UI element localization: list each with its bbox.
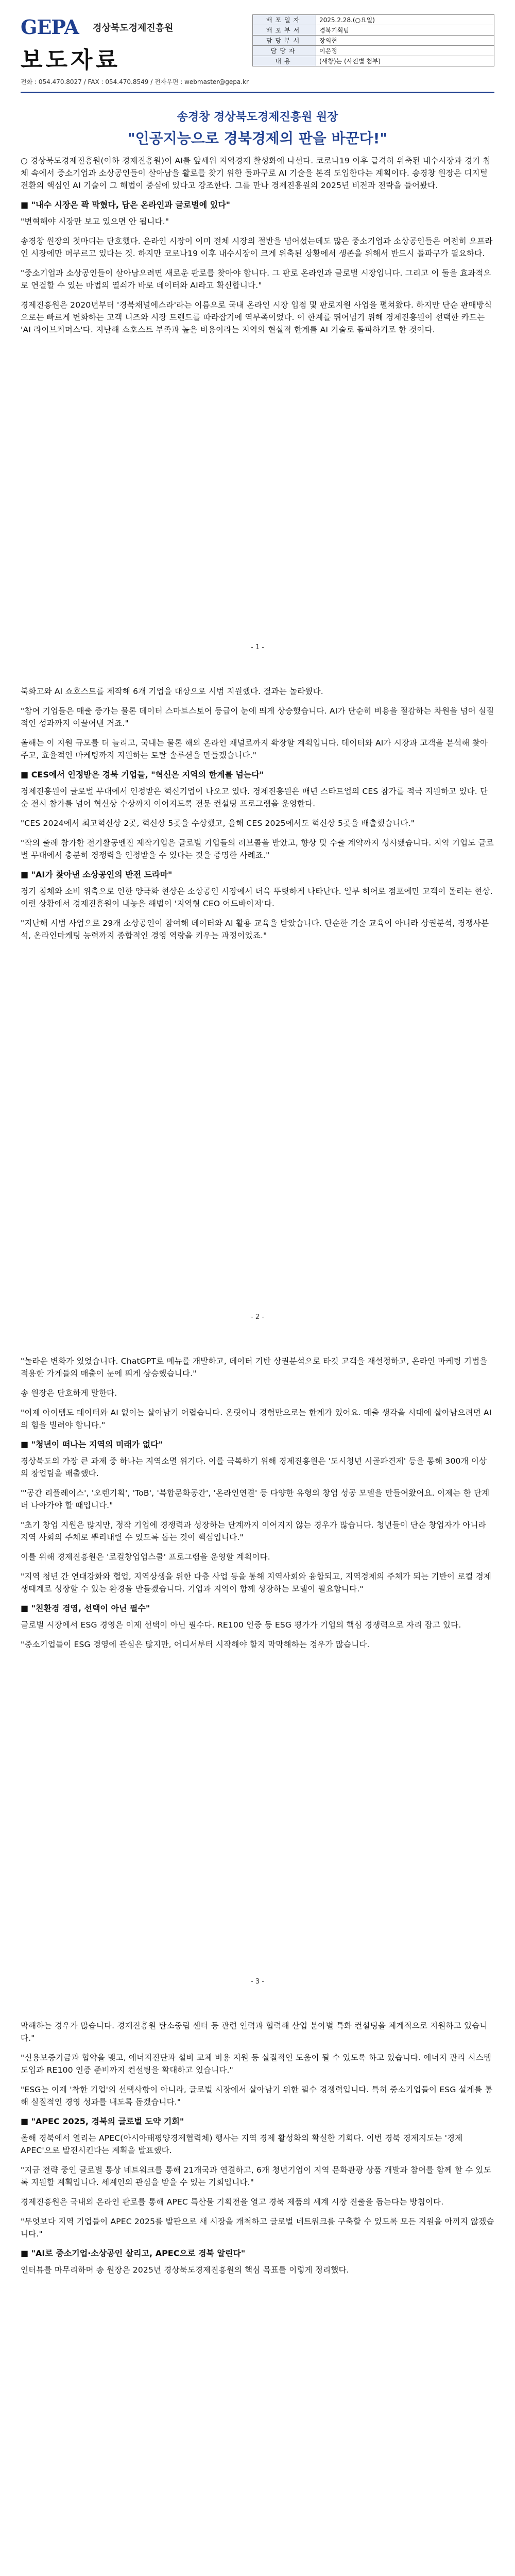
page-body (21, 2020, 494, 2283)
body-paragraph: "이제 아이템도 데이터와 AI 없이는 살아남기 어렵습니다. 온릿이나 경험만으로는 한계가 있어요. 매출 생각을 시대에 살아남으려면 AI의 힘을 빌려야 합니다." (21, 1408, 492, 1430)
page-4 (0, 1999, 515, 2576)
meta-key: 배포일자 (253, 15, 316, 25)
section-heading: ■ "APEC 2025, 경북의 글로벌 도약 기회" (21, 2116, 184, 2126)
meta-key: 내용 (253, 56, 316, 66)
meta-row (253, 25, 494, 36)
page-number: - 1 - (251, 643, 264, 651)
meta-row (253, 15, 494, 25)
headline-subtitle: 송경창 경상북도경제진흥원 원장 (177, 111, 338, 124)
meta-value: 2025.2.28.(○요일) (316, 15, 494, 25)
meta-value: 경북기획팀 (316, 25, 494, 36)
page-body (21, 1355, 494, 1658)
section-heading: ■ "AI로 중소기업·소상공인 살리고, APEC으로 경북 알린다" (21, 2248, 246, 2258)
body-paragraph: 인터뷰를 마무리하며 송 원장은 2025년 경상북도경제진흥원의 핵심 목표를 이렇게 정리했다. (21, 2265, 349, 2275)
body-paragraph: 올해는 이 지원 규모를 더 늘리고, 국내는 물론 해외 온라인 채널로까지 확장할 계획입니다. 데이터와 AI가 시장과 고객을 분석해 찾아주고, 효율적인 마케팅까지 지원하는 토탈 솔루션을 만들겠습니다." (21, 738, 488, 760)
org-name: 경상북도경제진흥원 (93, 23, 174, 33)
body-paragraph: 경상북도의 가장 큰 과제 중 하나는 지역소멸 위기다. 이를 극복하기 위해 경제진흥원은 '도시청년 시골파견제' 등을 통해 300개 이상의 창업팀을 배출했다. (21, 1456, 487, 1478)
meta-row (253, 36, 494, 46)
meta-row (253, 56, 494, 66)
body-paragraph: "ESG는 이제 '착한 기업'의 선택사항이 아니라, 글로벌 시장에서 살아남기 위한 필수 경쟁력입니다. 특히 중소기업들이 ESG 설계를 통해 실질적인 경영 성과를 내도록 돕겠습니다." (21, 2085, 493, 2107)
body-paragraph: "놀라운 변화가 있었습니다. ChatGPT로 메뉴를 개발하고, 데이터 기반 상권분석으로 타깃 고객을 재설정하고, 온라인 마케팅 기법을 적용한 가게들의 매출이 눈에 띄게 상승했습니다." (21, 1357, 488, 1378)
logo-mark: GEPA (21, 15, 79, 39)
page-body (21, 155, 494, 343)
body-paragraph: "'공간 리플레이스', '오렌기획', 'ToB', '복합문화공간', '온라인연결' 등 다양한 유형의 창업 성공 모델을 만들어왔어요. 이제는 한 단계 더 나아가야 할 때입니다." (21, 1488, 490, 1510)
body-paragraph: "CES 2024에서 최고혁신상 2곳, 혁신상 5곳을 수상했고, 올해 CES 2025에서도 혁신상 5곳을 배출했습니다." (21, 819, 415, 828)
page-3 (0, 1334, 515, 1999)
meta-value: (새창)는 (사진별 첨부) (316, 56, 494, 66)
contact-line: 전화 : 054.470.8027 / FAX : 054.470.8549 / 전자우편 : webmaster@gepa.kr (21, 78, 249, 86)
body-paragraph: "지난해 시범 사업으로 29개 소상공인이 참여해 데이터와 AI 활용 교육을 받았습니다. 단순한 기술 교육이 아니라 상권분석, 경쟁사분석, 온라인마케팅 능력까지 종합적인 경영 역량을 키우는 과정이었죠." (21, 919, 489, 940)
body-paragraph: 글로벌 시장에서 ESG 경영은 이제 선택이 아닌 필수다. RE100 인증 등 ESG 평가가 기업의 핵심 경쟁력으로 자리 잡고 있다. (21, 1620, 461, 1630)
body-paragraph: "신용보증기금과 협약을 맺고, 에너지진단과 설비 교체 비용 지원 등 실질적인 도움이 될 수 있도록 하고 있습니다. 에너지 관리 시스템 도입과 RE100 인증 준비까지 컨설팅을 확대하고 있습니다." (21, 2053, 492, 2075)
section-heading: ■ "내수 시장은 꽉 막혔다, 답은 온라인과 글로벌에 있다" (21, 200, 231, 210)
meta-key: 배포부서 (253, 25, 316, 36)
org-logo (21, 15, 237, 39)
body-paragraph: "지금 전략 중인 글로벌 통상 네트워크를 통해 21개국과 연결하고, 6개 청년기업이 지역 문화관광 상품 개발과 참여를 함께 할 수 있도록 지원할 계획입니다. 세계인의 관심을 받을 수 있는 기회입니다." (21, 2165, 491, 2187)
header-rule (21, 92, 494, 93)
meta-key: 담당자 (253, 46, 316, 56)
body-paragraph: 이를 위해 경제진흥원은 '로컬창업업스쿨' 프로그램을 운영할 계획이다. (21, 1552, 270, 1562)
press-header (21, 14, 494, 92)
body-paragraph: 송 원장은 단호하게 말한다. (21, 1388, 117, 1398)
meta-row (253, 46, 494, 56)
press-release-label: 보도자료 (21, 47, 121, 73)
page-body (21, 685, 494, 949)
body-paragraph: 경제진흥원은 2020년부터 '경북채널에스라'라는 이름으로 국내 온라인 시장 입점 및 판로지원 사업을 펼쳐왔다. 하지만 단순 판매방식으로는 빠르게 변화하는 고객 니즈와 시장 트렌드를 따라잡기에 역부족이었다. 이 한계를 뛰어넘기 위해 경제진흥원이 선택한 카드는 'AI 라이브커머스'다. 지난해 쇼호스트 부족과 높은 비용이라는 지역의 현실적 한계를 AI 기술로 돌파하기로 한 것이다. (21, 300, 492, 334)
body-paragraph: 경기 침체와 소비 위축으로 인한 양극화 현상은 소상공인 시장에서 더욱 뚜렷하게 나타난다. 일부 히어로 점포에만 고객이 몰리는 현상. 이런 상황에서 경제진흥원이 내놓은 해법이 '지역형 CEO 어드바이저'다. (21, 887, 493, 908)
body-paragraph: "중소기업들이 ESG 경영에 관심은 많지만, 어디서부터 시작해야 할지 막막해하는 경우가 많습니다. (21, 1640, 370, 1649)
meta-value: 이은정 (316, 46, 494, 56)
body-paragraph: 경제진흥원이 글로벌 무대에서 인정받은 혁신기업이 나오고 있다. 경제진흥원은 매년 스타트업의 CES 참가를 적극 지원하고 있다. 단순 전시 참가를 넘어 혁신상 수상까지 이어지도록 전문 컨설팅 프로그램을 운영한다. (21, 787, 488, 808)
section-heading: ■ "친환경 경영, 선택이 아닌 필수" (21, 1603, 150, 1613)
meta-key: 담당부서 (253, 36, 316, 46)
body-paragraph: "변혁해야 시장만 보고 있으면 안 됩니다." (21, 217, 169, 226)
section-heading: ■ "AI가 찾아낸 소상공인의 반전 드라마" (21, 870, 173, 879)
body-paragraph: "무엇보다 지역 기업들이 APEC 2025를 발판으로 새 시장을 개척하고 글로벌 네트워크를 구축할 수 있도록 모든 지원을 아끼지 않겠습니다." (21, 2217, 494, 2239)
body-paragraph: ○ 경상북도경제진흥원(이하 경제진흥원)이 AI를 앞세워 지역경제 활성화에 나선다. 코로나19 이후 급격히 위축된 내수시장과 경기 침체 속에서 중소기업과 소상공인들이 살아남을 활로를 찾기 위한 돌파구로 AI 기술을 본격 도입한다는 계획이다. 송경창 원장은 디지털전환의 핵심인 AI 기술이 그 해법이 중심에 있다고 강조한다. 그를 만나 경제진흥원의 2025년 비전과 전략을 들어봤다. (21, 156, 491, 190)
body-paragraph: 올해 경북에서 열리는 APEC(아시아태평양경제협력체) 행사는 지역 경제 활성화의 확실한 기회다. 이번 경북 경제지도는 '경제 APEC'으로 발전시킨다는 계획을 발표했다. (21, 2133, 463, 2155)
section-heading: ■ CES에서 인정받은 경북 기업들, "혁신은 지역의 한계를 넘는다" (21, 770, 264, 779)
body-paragraph: 막해하는 경우가 많습니다. 경제진흥원 탄소중립 센터 등 관련 인력과 협력해 산업 분야별 특화 컨설팅을 체계적으로 지원하고 있습니다." (21, 2021, 488, 2043)
body-paragraph: 북화고와 AI 쇼호스트를 제작해 6개 기업을 대상으로 시범 지원했다. 결과는 놀라웠다. (21, 687, 323, 696)
headline-title: "인공지능으로 경북경제의 판을 바꾼다!" (128, 130, 387, 147)
page-number: - 3 - (251, 1978, 264, 1986)
page-number: - 2 - (251, 1313, 264, 1321)
headline-block (21, 108, 494, 148)
body-paragraph: 경제진흥원은 국내외 온라인 판로를 통해 APEC 특산물 기획전을 열고 경북 제품의 세계 시장 진출을 돕는다는 방침이다. (21, 2197, 444, 2207)
meta-value: 장의현 (316, 36, 494, 46)
page-1 (0, 0, 515, 665)
body-paragraph: "중소기업과 소상공인들이 살아남으려면 새로운 판로를 찾아야 합니다. 그 판로 온라인과 글로벌 시장입니다. 그리고 이 둘을 효과적으로 연결할 수 있는 마법의 열쇠가 바로 데이터와 AI라고 확신합니다." (21, 268, 491, 290)
body-paragraph: "지역 청년 간 연대강화와 협업, 지역상생을 위한 다층 사업 등을 통해 지역사회와 융합되고, 지역경제의 주체가 되는 기반이 로컬 경제 생태계로 성장할 수 있는 환경을 만들겠습니다. 기업과 지역이 함께 성장하는 모델이 필요합니다." (21, 1572, 492, 1594)
section-heading: ■ "청년이 떠나는 지역의 미래가 없다" (21, 1439, 163, 1449)
release-meta-table (252, 14, 494, 66)
body-paragraph: 송경창 원장의 첫마디는 단호했다. 온라인 시장이 이미 전체 시장의 절반을 넘어섰는데도 많은 중소기업과 소상공인들은 여전히 오프라인 시장에만 머무르고 있다는 것. 하지만 코로나19 이후 내수시장이 크게 위축된 상황에서 생존을 위해서 반드시 돌파구가 필요하다. (21, 236, 493, 258)
page-2 (0, 665, 515, 1334)
body-paragraph: "작의 출례 참가한 전기활공엔진 제작기업은 글로벌 기업들의 러브콜을 받았고, 향상 및 수출 계약까지 성사됐습니다. 지역 기업도 글로벌 무대에서 충분히 경쟁력을 인정받을 수 있다는 것을 증명한 사례죠." (21, 838, 494, 860)
body-paragraph: "초기 창업 지원은 많지만, 정작 기업에 경쟁력과 성장하는 단계까지 이어지지 않는 경우가 많습니다. 청년들이 단순 창업자가 아니라 지역 사회의 주체로 뿌리내릴 수 있도록 돕는 것이 핵심입니다." (21, 1520, 486, 1542)
body-paragraph: "참여 기업들은 매출 증가는 물론 데이터 스마트스토어 등급이 눈에 띄게 상승했습니다. AI가 단순히 비용을 절감하는 차원을 넘어 실질적인 성과까지 이끌어낸 거죠." (21, 706, 494, 728)
